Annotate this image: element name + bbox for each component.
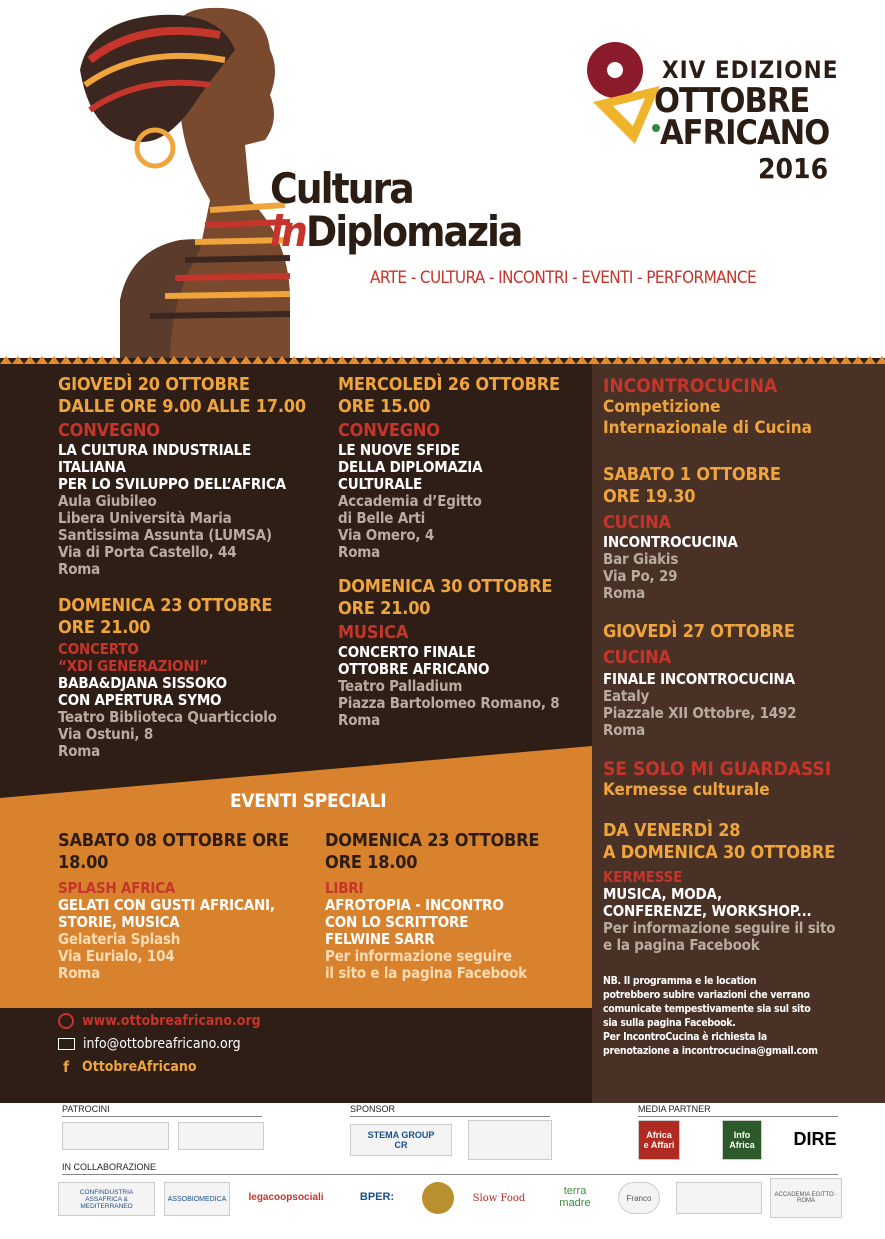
note-line: sia sulla pagina Facebook.	[603, 1017, 736, 1029]
logo-text: e Affari	[643, 1140, 675, 1150]
mail-text: info@ottobreafricano.org	[83, 1036, 241, 1052]
event-place: Roma	[603, 721, 646, 739]
event-time: DALLE ORE 9.00 ALLE 17.00	[58, 396, 306, 417]
event-place: Via Ostuni, 8	[58, 725, 154, 743]
event-place: Via Omero, 4	[338, 526, 435, 544]
col3-incontrocucina	[603, 375, 812, 439]
event-type: MUSICA	[338, 622, 409, 643]
col3-event1	[603, 464, 781, 602]
event-title: CULTURALE	[338, 475, 422, 493]
logo-assobiomedica: ASSOBIOMEDICA	[164, 1182, 230, 1216]
event-title: ITALIANA	[58, 458, 126, 476]
title-cultura: Cultura	[270, 164, 413, 213]
section-head: INCONTROCUCINA	[603, 375, 778, 397]
event-date: DOMENICA 30 OTTOBRE	[338, 576, 553, 597]
event-place: il sito e la pagina Facebook	[325, 964, 527, 982]
section-head: SE SOLO MI GUARDASSI	[603, 758, 832, 780]
event-place: Via Po, 29	[603, 567, 678, 585]
event-place: di Belle Arti	[338, 509, 426, 527]
event-place: Accademia d’Egitto	[338, 492, 482, 510]
event-place: Roma	[58, 964, 101, 982]
event-title: STORIE, MUSICA	[58, 913, 180, 931]
note-line: NB. Il programma e le location	[603, 975, 757, 987]
mail-icon	[58, 1038, 75, 1050]
event-date: DOMENICA 23 OTTOBRE	[58, 595, 273, 616]
event-place: Roma	[58, 742, 101, 760]
event-time: ORE 21.00	[58, 617, 151, 638]
event-place: Bar Giakis	[603, 550, 679, 568]
event-place: Via Eurialo, 104	[58, 947, 175, 965]
logo-text: CONFINDUSTRIA	[79, 1188, 134, 1196]
event-type: KERMESSE	[603, 868, 683, 886]
event-title: CONFERENZE, WORKSHOP...	[603, 902, 812, 920]
col1-event1	[58, 374, 306, 578]
event-type: “XDI GENERAZIONI”	[58, 657, 208, 675]
logo-africa-affari	[638, 1120, 680, 1160]
event-date: DA VENERDÌ 28	[603, 820, 741, 841]
logo-text: Africa	[729, 1140, 755, 1150]
event-place: Per informazione seguire	[325, 947, 512, 965]
divider	[62, 1174, 838, 1175]
event-type: CUCINA	[603, 647, 671, 668]
sponsor-label: SPONSOR	[350, 1104, 396, 1114]
event-title: PER LO SVILUPPO DELL’AFRICA	[58, 475, 286, 493]
event-title: FINALE INCONTROCUCINA	[603, 670, 795, 688]
event-date: ORE 18.00	[325, 852, 418, 873]
facebook-icon: f	[63, 1058, 69, 1076]
note-line: potrebbero subire variazioni che verrano	[603, 989, 810, 1001]
event-place: e la pagina Facebook	[603, 936, 760, 954]
event-place: Piazzale XII Ottobre, 1492	[603, 704, 797, 722]
event-title: INCONTROCUCINA	[603, 533, 738, 551]
event-title: DELLA DIPLOMAZIA	[338, 458, 483, 476]
event-type: CONVEGNO	[58, 420, 160, 441]
logo-stema-text: STEMA GROUP	[367, 1130, 435, 1140]
event-time: ORE 15.00	[338, 396, 431, 417]
event-place: Teatro Biblioteca Quarticciolo	[58, 708, 277, 726]
event-date: 18.00	[58, 852, 109, 873]
col1-event2	[58, 595, 277, 760]
event-title: LE NUOVE SFIDE	[338, 441, 460, 459]
logo-text: Africa	[646, 1130, 672, 1140]
col3-note	[603, 974, 818, 1058]
title-in-diplomazia	[270, 207, 521, 256]
logo-slow-food: Slow Food	[470, 1182, 528, 1214]
brand-line2: AFRICANO	[660, 113, 830, 153]
event-title: CON APERTURA SYMO	[58, 691, 222, 709]
event-title: AFROTOPIA - INCONTRO	[325, 896, 504, 914]
tagline: ARTE - CULTURA - INCONTRI - EVENTI - PERFORMANCE	[370, 268, 757, 288]
event-place: Eataly	[603, 687, 650, 705]
event-title: BABA&DJANA SISSOKO	[58, 674, 227, 692]
event-place: Teatro Palladium	[338, 677, 463, 695]
note-line: prenotazione a incontrocucina@gmail.com	[603, 1045, 818, 1057]
event-place: Piazza Bartolomeo Romano, 8	[338, 694, 560, 712]
special-event1	[58, 830, 289, 982]
section-sub: Competizione	[603, 397, 721, 417]
divider	[350, 1116, 550, 1117]
event-place: Roma	[338, 711, 381, 729]
event-title: LA CULTURA INDUSTRIALE	[58, 441, 252, 459]
event-type: CONCERTO	[58, 640, 139, 658]
event-title: GELATI CON GUSTI AFRICANI,	[58, 896, 275, 914]
event-date: SABATO 1 OTTOBRE	[603, 464, 781, 485]
title-diplomazia: Diplomazia	[305, 207, 522, 256]
logo-cooperazione	[62, 1122, 169, 1150]
logo-accademia-egitto: ACCADEMIA EGITTO · ROMA	[770, 1178, 842, 1218]
logo-terra-madre	[550, 1180, 600, 1214]
brand-year: 2016	[758, 152, 829, 185]
divider	[638, 1116, 838, 1117]
logo-info-africa	[722, 1120, 762, 1160]
event-date: A DOMENICA 30 OTTOBRE	[603, 842, 836, 863]
event-title: MUSICA, MODA,	[603, 885, 722, 903]
logo-stema	[350, 1124, 452, 1156]
logo-fondazione	[676, 1182, 762, 1214]
globe-icon	[58, 1013, 74, 1029]
logo-cr-text: CR	[394, 1140, 408, 1150]
section-sub: Kermesse culturale	[603, 780, 770, 800]
logo-fondazione-africa	[468, 1120, 552, 1160]
event-date: DOMENICA 23 OTTOBRE	[325, 830, 540, 851]
logo-legacoop: legacoopsociali	[240, 1186, 332, 1208]
web-text: www.ottobreafricano.org	[82, 1013, 261, 1029]
special-event2	[325, 830, 539, 982]
event-date: GIOVEDÌ 20 OTTOBRE	[58, 374, 250, 395]
section-sub: Internazionale di Cucina	[603, 418, 812, 438]
note-line: comunicate tempestivamente sia sul sito	[603, 1003, 811, 1015]
event-time: ORE 19.30	[603, 486, 696, 507]
logo-confindustria	[58, 1182, 155, 1216]
logo-text: madre	[559, 1197, 591, 1209]
event-place: Aula Giubileo	[58, 492, 157, 510]
web-link[interactable]	[58, 1010, 261, 1032]
event-place: Roma	[58, 560, 101, 578]
col3-kermesse	[603, 758, 835, 954]
event-type: CUCINA	[603, 512, 671, 533]
special-heading: EVENTI SPECIALI	[230, 790, 387, 812]
event-type: LIBRI	[325, 879, 364, 897]
logo-franco: Franco	[618, 1182, 660, 1214]
logo-text: terra	[563, 1185, 587, 1197]
collab-label: IN COLLABORAZIONE	[62, 1162, 157, 1172]
event-title: CONCERTO FINALE	[338, 643, 476, 661]
brand-line1: OTTOBRE	[654, 81, 810, 121]
event-date: SABATO 08 OTTOBRE ORE	[58, 830, 289, 851]
contacts	[58, 1010, 261, 1078]
green-dot-icon	[652, 124, 660, 132]
logo-text: ASSAFRICA & MEDITERRANEO	[80, 1195, 133, 1210]
event-place: Via di Porta Castello, 44	[58, 543, 237, 561]
patrocini-label: PATROCINI	[62, 1104, 110, 1114]
event-place: Santissima Assunta (LUMSA)	[58, 526, 272, 544]
facebook-text: OttobreAfricano	[82, 1059, 197, 1075]
event-time: ORE 21.00	[338, 598, 431, 619]
event-type: CONVEGNO	[338, 420, 440, 441]
event-place: Roma	[338, 543, 381, 561]
event-title: FELWINE SARR	[325, 930, 435, 948]
event-place: Gelateria Splash	[58, 930, 181, 948]
col2-event2	[338, 576, 560, 729]
logo-dire: DIRE	[792, 1122, 838, 1156]
event-place: Roma	[603, 584, 646, 602]
event-place: Per informazione seguire il sito	[603, 919, 836, 937]
facebook-link[interactable]	[58, 1056, 261, 1078]
event-place: Libera Università Maria	[58, 509, 232, 527]
logo-aics	[178, 1122, 264, 1150]
title-in: in	[270, 207, 306, 256]
event-title: OTTOBRE AFRICANO	[338, 660, 490, 678]
event-title: CON LO SCRITTORE	[325, 913, 469, 931]
logo-seal-icon	[422, 1182, 454, 1214]
note-line: Per IncontroCucina è richiesta la	[603, 1031, 767, 1043]
edition-label: XIV EDIZIONE	[662, 56, 839, 84]
logo-text: Info	[733, 1130, 751, 1140]
event-type: SPLASH AFRICA	[58, 879, 176, 897]
divider	[62, 1116, 262, 1117]
col2-event1	[338, 374, 560, 561]
media-label: MEDIA PARTNER	[638, 1104, 711, 1114]
mail-link[interactable]	[58, 1032, 261, 1056]
col3-event2	[603, 621, 796, 739]
event-date: MERCOLEDÌ 26 OTTOBRE	[338, 374, 560, 395]
logo-bper: BPER:	[354, 1186, 400, 1208]
event-date: GIOVEDÌ 27 OTTOBRE	[603, 621, 795, 642]
